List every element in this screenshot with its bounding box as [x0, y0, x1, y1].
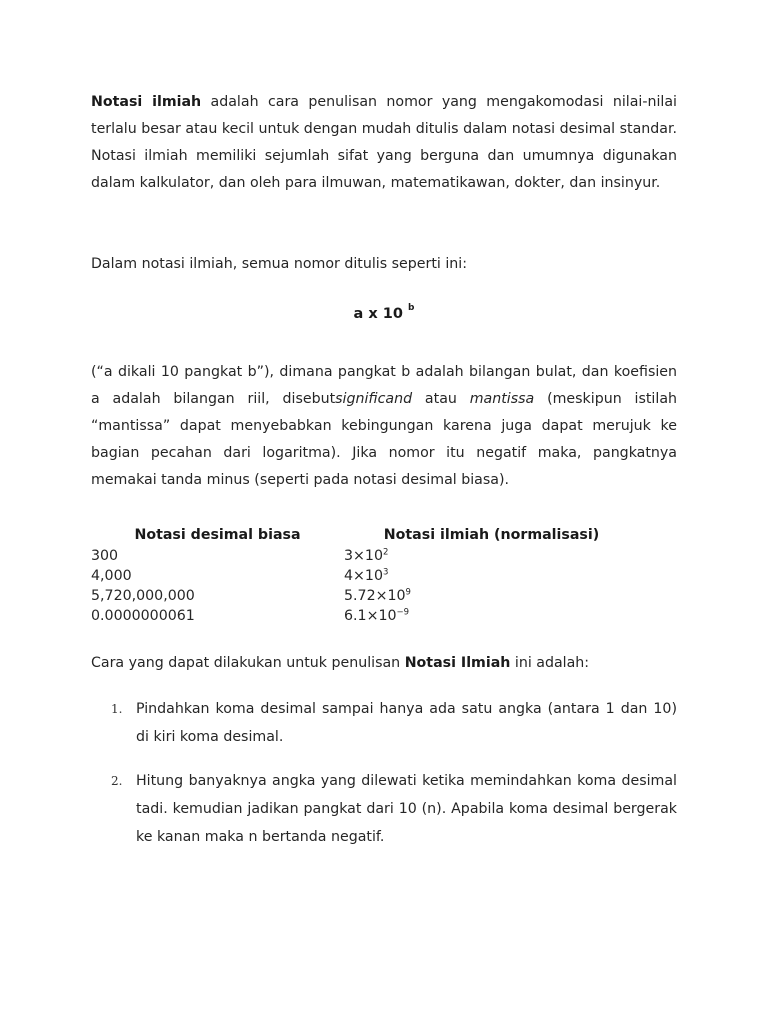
table-row — [91, 586, 651, 606]
steps-intro-before: Cara yang dapat dilakukan untuk penulisan — [91, 655, 405, 671]
explanation-text-3: (meskipun istilah “mantissa” dapat menyebabkan kebingungan karena juga dapat merujuk ke bagian pecahan dari logaritma). Jika nomor itu negatif maka, pangkatnya memakai tanda minus (seperti pada notasi desimal biasa). — [91, 391, 678, 488]
formula-exponent: b — [408, 303, 415, 314]
header-scientific: Notasi ilmiah (normalisasi) — [383, 527, 600, 543]
sci-exponent: 3 — [382, 567, 389, 578]
cell-scientific — [344, 546, 639, 566]
steps-list-item-1 — [111, 695, 677, 751]
explanation-text-2: atau — [412, 391, 470, 407]
list-item-text: Hitung banyaknya angka yang dilewati ketika memindahkan koma desimal tadi. kemudian jadikan pangkat dari 10 (n). Apabila koma desimal bergerak ke kanan maka n bertanda negatif. — [136, 773, 677, 845]
cell-decimal: 300 — [91, 548, 119, 564]
list-item — [111, 695, 677, 751]
steps-intro-after: ini adalah: — [510, 655, 590, 671]
formula — [0, 303, 768, 322]
table-row — [91, 606, 651, 626]
cell-decimal: 4,000 — [91, 568, 132, 584]
cell-scientific — [344, 606, 639, 626]
sci-exponent: 2 — [382, 547, 389, 558]
sci-base: 3×10 — [344, 548, 383, 564]
intro-paragraph — [91, 89, 677, 197]
form-intro-paragraph: Dalam notasi ilmiah, semua nomor ditulis seperti ini: — [91, 256, 468, 272]
list-item-text: Pindahkan koma desimal sampai hanya ada satu angka (antara 1 dan 10) di kiri koma desimal. — [136, 701, 677, 745]
explanation-text-1: (“a dikali 10 pangkat b”), dimana pangkat b adalah bilangan bulat, dan koefisien a adalah bilangan riil, disebut — [91, 364, 677, 407]
steps-list-item-2 — [111, 767, 677, 851]
list-number: 2. — [111, 774, 123, 788]
notation-table — [91, 524, 651, 626]
term-mantissa: mantissa — [469, 391, 535, 407]
cell-decimal: 5,720,000,000 — [91, 588, 195, 604]
term-significand: significand — [335, 391, 413, 407]
cell-scientific — [344, 586, 639, 606]
sci-exponent: −9 — [396, 607, 410, 618]
table-header — [91, 524, 651, 546]
sci-base: 6.1×10 — [344, 608, 397, 624]
header-decimal: Notasi desimal biasa — [134, 527, 301, 543]
steps-intro-term: Notasi Ilmiah — [404, 655, 511, 671]
list-number: 1. — [111, 702, 123, 716]
sci-exponent: 9 — [405, 587, 411, 598]
steps-intro-paragraph — [91, 650, 677, 677]
intro-text: adalah cara penulisan nomor yang mengakomodasi nilai-nilai terlalu besar atau kecil untuk dengan mudah ditulis dalam notasi desimal standar. Notasi ilmiah memiliki sejumlah sifat yang berguna dan umumnya digunakan dalam kalkulator, dan oleh para ilmuwan, matematikawan, dokter, dan insinyur. — [91, 94, 677, 191]
table-row — [91, 546, 651, 566]
sci-base: 4×10 — [344, 568, 383, 584]
list-item — [111, 767, 677, 851]
cell-scientific — [344, 566, 639, 586]
table-row — [91, 566, 651, 586]
sci-base: 5.72×10 — [344, 588, 406, 604]
intro-term: Notasi ilmiah — [91, 94, 202, 110]
explanation-paragraph — [91, 359, 677, 494]
cell-decimal: 0.0000000061 — [91, 608, 195, 624]
formula-base: a x 10 — [353, 306, 408, 322]
